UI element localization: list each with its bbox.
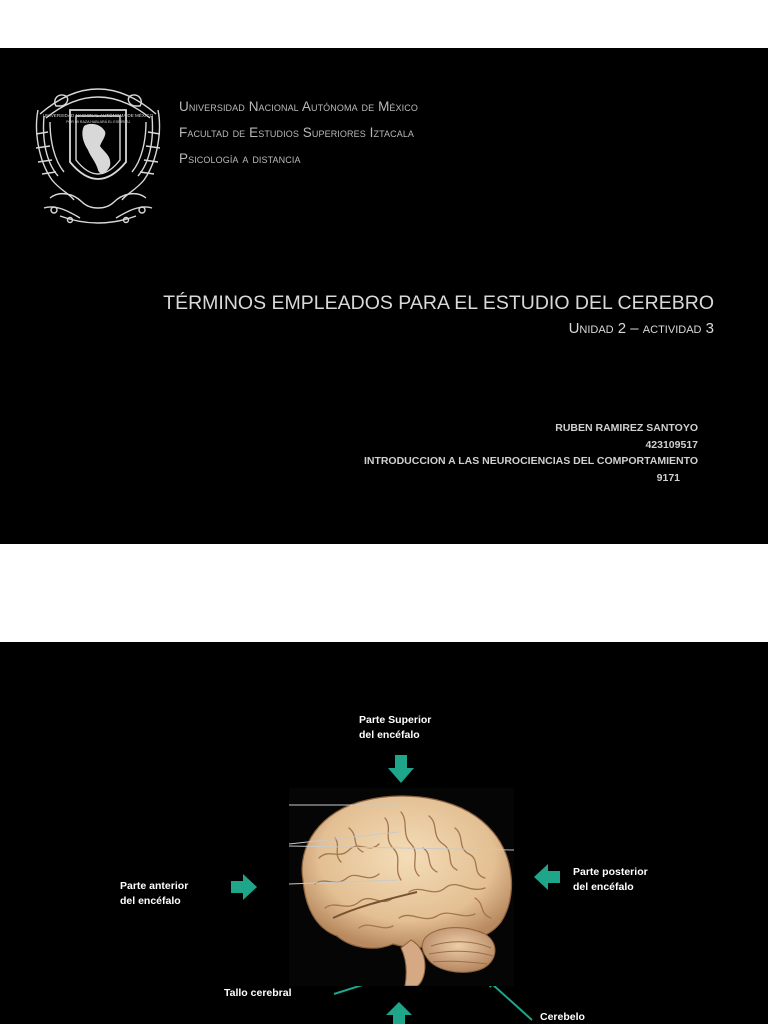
arrow-down-icon [388, 755, 414, 783]
label-anterior-line1: Parte anterior [120, 880, 189, 892]
label-posterior-line2: del encéfalo [573, 881, 634, 893]
brain-image [289, 788, 514, 986]
brain-orientation-slide [0, 642, 768, 1024]
label-anterior [120, 879, 188, 909]
faculty-name: Facultad de Estudios Superiores Iztacala [179, 125, 415, 140]
label-superior-line2: del encéfalo [359, 729, 420, 741]
author-name: RUBEN RAMIREZ SANTOYO [555, 422, 698, 434]
arrow-up-icon [386, 1002, 412, 1024]
label-superior-line1: Parte Superior [359, 714, 432, 726]
seal-ring-text: UNIVERSIDAD NACIONAL AUTÓNOMA DE MÉXICO [42, 113, 154, 118]
title-slide [0, 48, 768, 544]
seal-motto-text: POR MI RAZA HABLARÁ EL ESPÍRITU [66, 120, 130, 124]
label-superior [359, 713, 431, 743]
course-name: INTRODUCCION A LAS NEUROCIENCIAS DEL COMPORTAMIENTO [363, 455, 698, 467]
unam-seal-logo [30, 70, 166, 226]
group-number: 9171 [656, 471, 680, 484]
label-anterior-line2: del encéfalo [120, 895, 181, 907]
arrow-right-icon [231, 874, 257, 900]
label-posterior [573, 865, 648, 895]
label-posterior-line1: Parte posterior [573, 866, 648, 878]
slide-title: TÉRMINOS EMPLEADOS PARA EL ESTUDIO DEL CEREBRO [163, 292, 714, 314]
institution-block [179, 94, 418, 172]
label-cerebelo: Cerebelo [540, 1011, 585, 1023]
program-name: Psicología a distancia [179, 151, 301, 166]
label-tallo-cerebral: Tallo cerebral [224, 987, 292, 999]
arrow-left-icon [534, 864, 560, 890]
university-name: Universidad Nacional Autónoma de México [179, 99, 418, 114]
author-block [364, 420, 698, 486]
slide-subtitle: Unidad 2 – actividad 3 [568, 320, 714, 337]
student-id: 423109517 [645, 438, 698, 451]
